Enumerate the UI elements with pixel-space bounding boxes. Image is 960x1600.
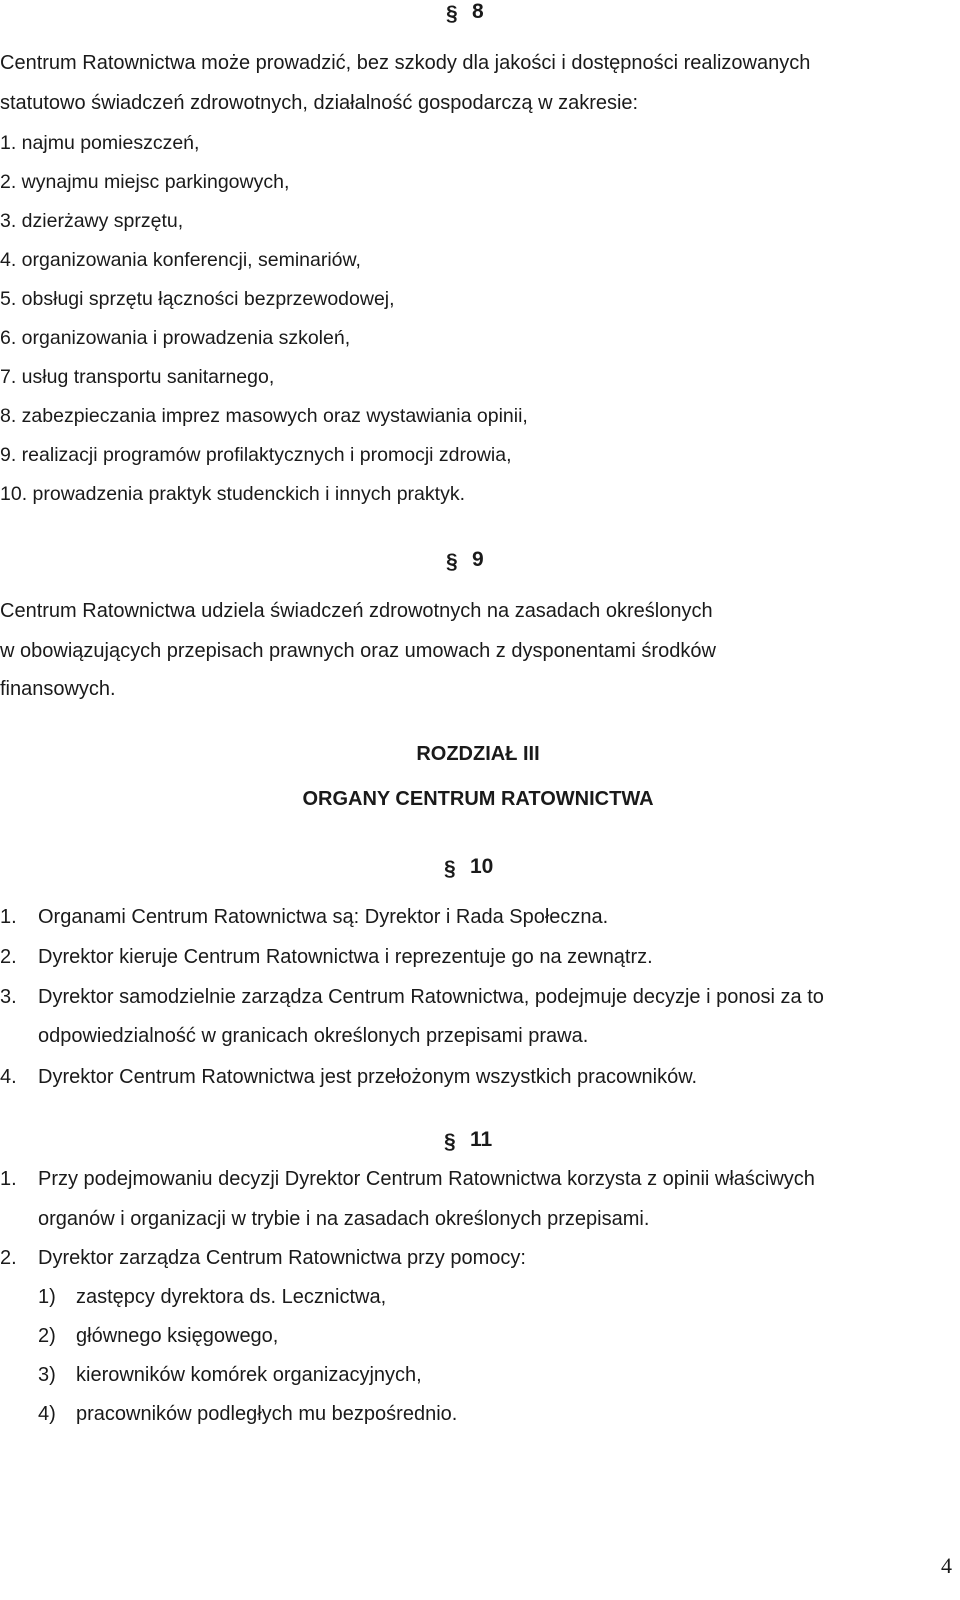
list-item-number: 3. <box>0 986 17 1008</box>
sub-item-text: głównego księgowego, <box>76 1325 279 1347</box>
section-11-heading <box>444 1128 492 1152</box>
section-sign: § <box>446 2 458 25</box>
list-item-text: Dyrektor Centrum Ratownictwa jest przełożonym wszystkich pracowników. <box>38 1066 698 1088</box>
sub-item-number: 2) <box>38 1325 56 1347</box>
section-number: 8 <box>472 0 484 23</box>
section-8-heading <box>446 0 484 24</box>
list-item-text: Dyrektor kieruje Centrum Ratownictwa i reprezentuje go na zewnątrz. <box>38 946 653 968</box>
list-item-text: organów i organizacji w trybie i na zasadach określonych przepisami. <box>38 1208 650 1230</box>
sub-item-text: kierowników komórek organizacyjnych, <box>76 1364 422 1386</box>
list-item-text: Dyrektor samodzielnie zarządza Centrum Ratownictwa, podejmuje decyzje i ponosi za to <box>38 986 824 1008</box>
sub-item-number: 1) <box>38 1286 56 1308</box>
section-8-intro-line-1: Centrum Ratownictwa może prowadzić, bez szkody dla jakości i dostępności realizowanych <box>0 52 811 74</box>
section-8-intro-line-2: statutowo świadczeń zdrowotnych, działalność gospodarczą w zakresie: <box>0 92 639 114</box>
sub-item-text: pracowników podległych mu bezpośrednio. <box>76 1403 458 1425</box>
list-item-text: Przy podejmowaniu decyzji Dyrektor Centrum Ratownictwa korzysta z opinii właściwych <box>38 1168 815 1190</box>
list-item: 7. usług transportu sanitarnego, <box>0 366 275 388</box>
section-number: 11 <box>470 1128 493 1151</box>
list-item: 9. realizacji programów profilaktycznych i promocji zdrowia, <box>0 444 512 466</box>
list-item: 6. organizowania i prowadzenia szkoleń, <box>0 327 351 349</box>
sub-item-text: zastępcy dyrektora ds. Lecznictwa, <box>76 1286 387 1308</box>
section-9-line-2: w obowiązujących przepisach prawnych oraz umowach z dysponentami środków <box>0 640 716 662</box>
section-9-line-3: finansowych. <box>0 678 116 700</box>
list-item-text: odpowiedzialność w granicach określonych przepisami prawa. <box>38 1025 589 1047</box>
list-item-number: 1. <box>0 906 17 928</box>
list-item-number: 1. <box>0 1168 17 1190</box>
list-item: 4. organizowania konferencji, seminariów, <box>0 249 361 271</box>
section-sign: § <box>446 550 458 573</box>
page-number: 4 <box>941 1553 952 1578</box>
list-item-number: 2. <box>0 1247 17 1269</box>
list-item-number: 2. <box>0 946 17 968</box>
list-item: 10. prowadzenia praktyk studenckich i innych praktyk. <box>0 483 465 505</box>
list-item: 3. dzierżawy sprzętu, <box>0 210 184 232</box>
sub-item-number: 3) <box>38 1364 56 1386</box>
section-sign: § <box>444 1130 456 1153</box>
list-item: 8. zabezpieczania imprez masowych oraz wystawiania opinii, <box>0 405 528 427</box>
list-item-number: 4. <box>0 1066 17 1088</box>
list-item-text: Organami Centrum Ratownictwa są: Dyrektor i Rada Społeczna. <box>38 906 609 928</box>
list-item: 5. obsługi sprzętu łączności bezprzewodowej, <box>0 288 395 310</box>
section-number: 10 <box>470 855 494 878</box>
section-sign: § <box>444 857 456 880</box>
sub-item-number: 4) <box>38 1403 56 1425</box>
list-item: 2. wynajmu miejsc parkingowych, <box>0 171 290 193</box>
section-number: 9 <box>472 548 484 571</box>
list-item: 1. najmu pomieszczeń, <box>0 132 200 154</box>
section-9-line-1: Centrum Ratownictwa udziela świadczeń zdrowotnych na zasadach określonych <box>0 600 713 622</box>
list-item-text: Dyrektor zarządza Centrum Ratownictwa przy pomocy: <box>38 1247 526 1269</box>
section-9-heading <box>446 548 484 572</box>
chapter-title: ROZDZIAŁ III <box>416 743 540 765</box>
section-10-heading <box>444 855 493 879</box>
chapter-subtitle: ORGANY CENTRUM RATOWNICTWA <box>302 788 654 810</box>
